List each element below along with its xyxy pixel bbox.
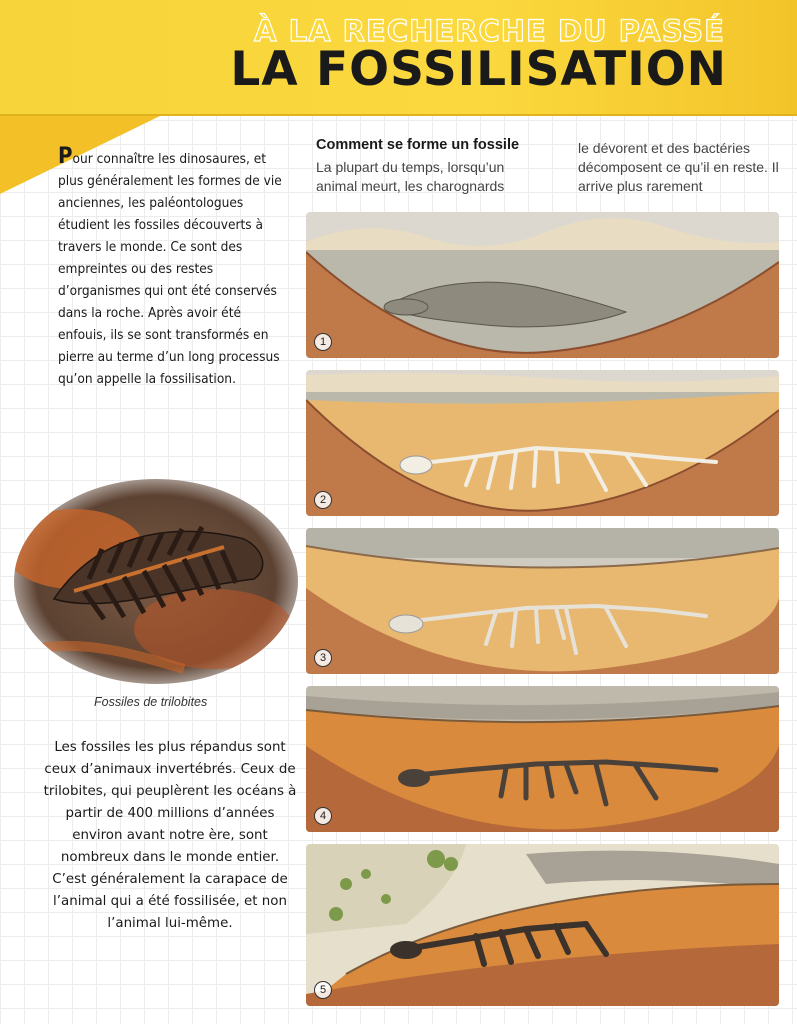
step-number-badge: 3	[314, 649, 332, 667]
invertebrate-paragraph: Les fossiles les plus répandus sont ceux d’animaux invertébrés. Ceux de trilobites, qui peuplèrent les océans à partir de 400 millions d’années environ avant notre ère, sont nombreux dans le monde entier. C’est généralement la carapace de l’animal qui a été fossilisée, et non l’animal lui-même.	[43, 740, 297, 931]
trilobite-illustration	[14, 479, 298, 684]
scene-skeleton-in-sediment	[306, 370, 779, 516]
section-text-column-1: La plupart du temps, lorsqu’un animal meurt, les charognards	[316, 159, 505, 194]
trilobite-fossil-photo	[14, 479, 298, 684]
page-title: LA FOSSILISATION	[230, 42, 727, 97]
fossil-step-panel-2	[306, 370, 779, 516]
fossil-step-panel-3	[306, 528, 779, 674]
section-text-column-2: le dévorent et des bactéries décomposent ce qu’il en reste. Il arrive plus rarement	[578, 140, 779, 194]
scene-exposed-fossil	[306, 844, 779, 1006]
fossil-step-panel-5	[306, 844, 779, 1006]
step-number-badge: 5	[314, 981, 332, 999]
page-supertitle: À LA RECHERCHE DU PASSÉ	[254, 14, 725, 48]
scene-fossilized-skeleton	[306, 686, 779, 832]
photo-caption: Fossiles de trilobites	[94, 695, 208, 709]
scene-buried-skeleton	[306, 528, 779, 674]
step-number-badge: 4	[314, 807, 332, 825]
fossil-step-panel-1	[306, 212, 779, 358]
section-heading: Comment se forme un fossile	[316, 137, 520, 153]
step-number-badge: 1	[314, 333, 332, 351]
scene-carcass-in-water	[306, 212, 779, 358]
step-number-badge: 2	[314, 491, 332, 509]
intro-paragraph: Pour connaître les dinosaures, et plus généralement les formes de vie anciennes, les paléontologues étudient les fossiles découverts à travers le monde. Ce sont des empreintes ou des restes d’organismes qui ont été conservés dans la roche. Après avoir été enfouis, ils se sont transformés en pierre au terme d’un long processus qu’on appelle la fossilisation.	[58, 144, 282, 387]
fossil-step-panel-4	[306, 686, 779, 832]
